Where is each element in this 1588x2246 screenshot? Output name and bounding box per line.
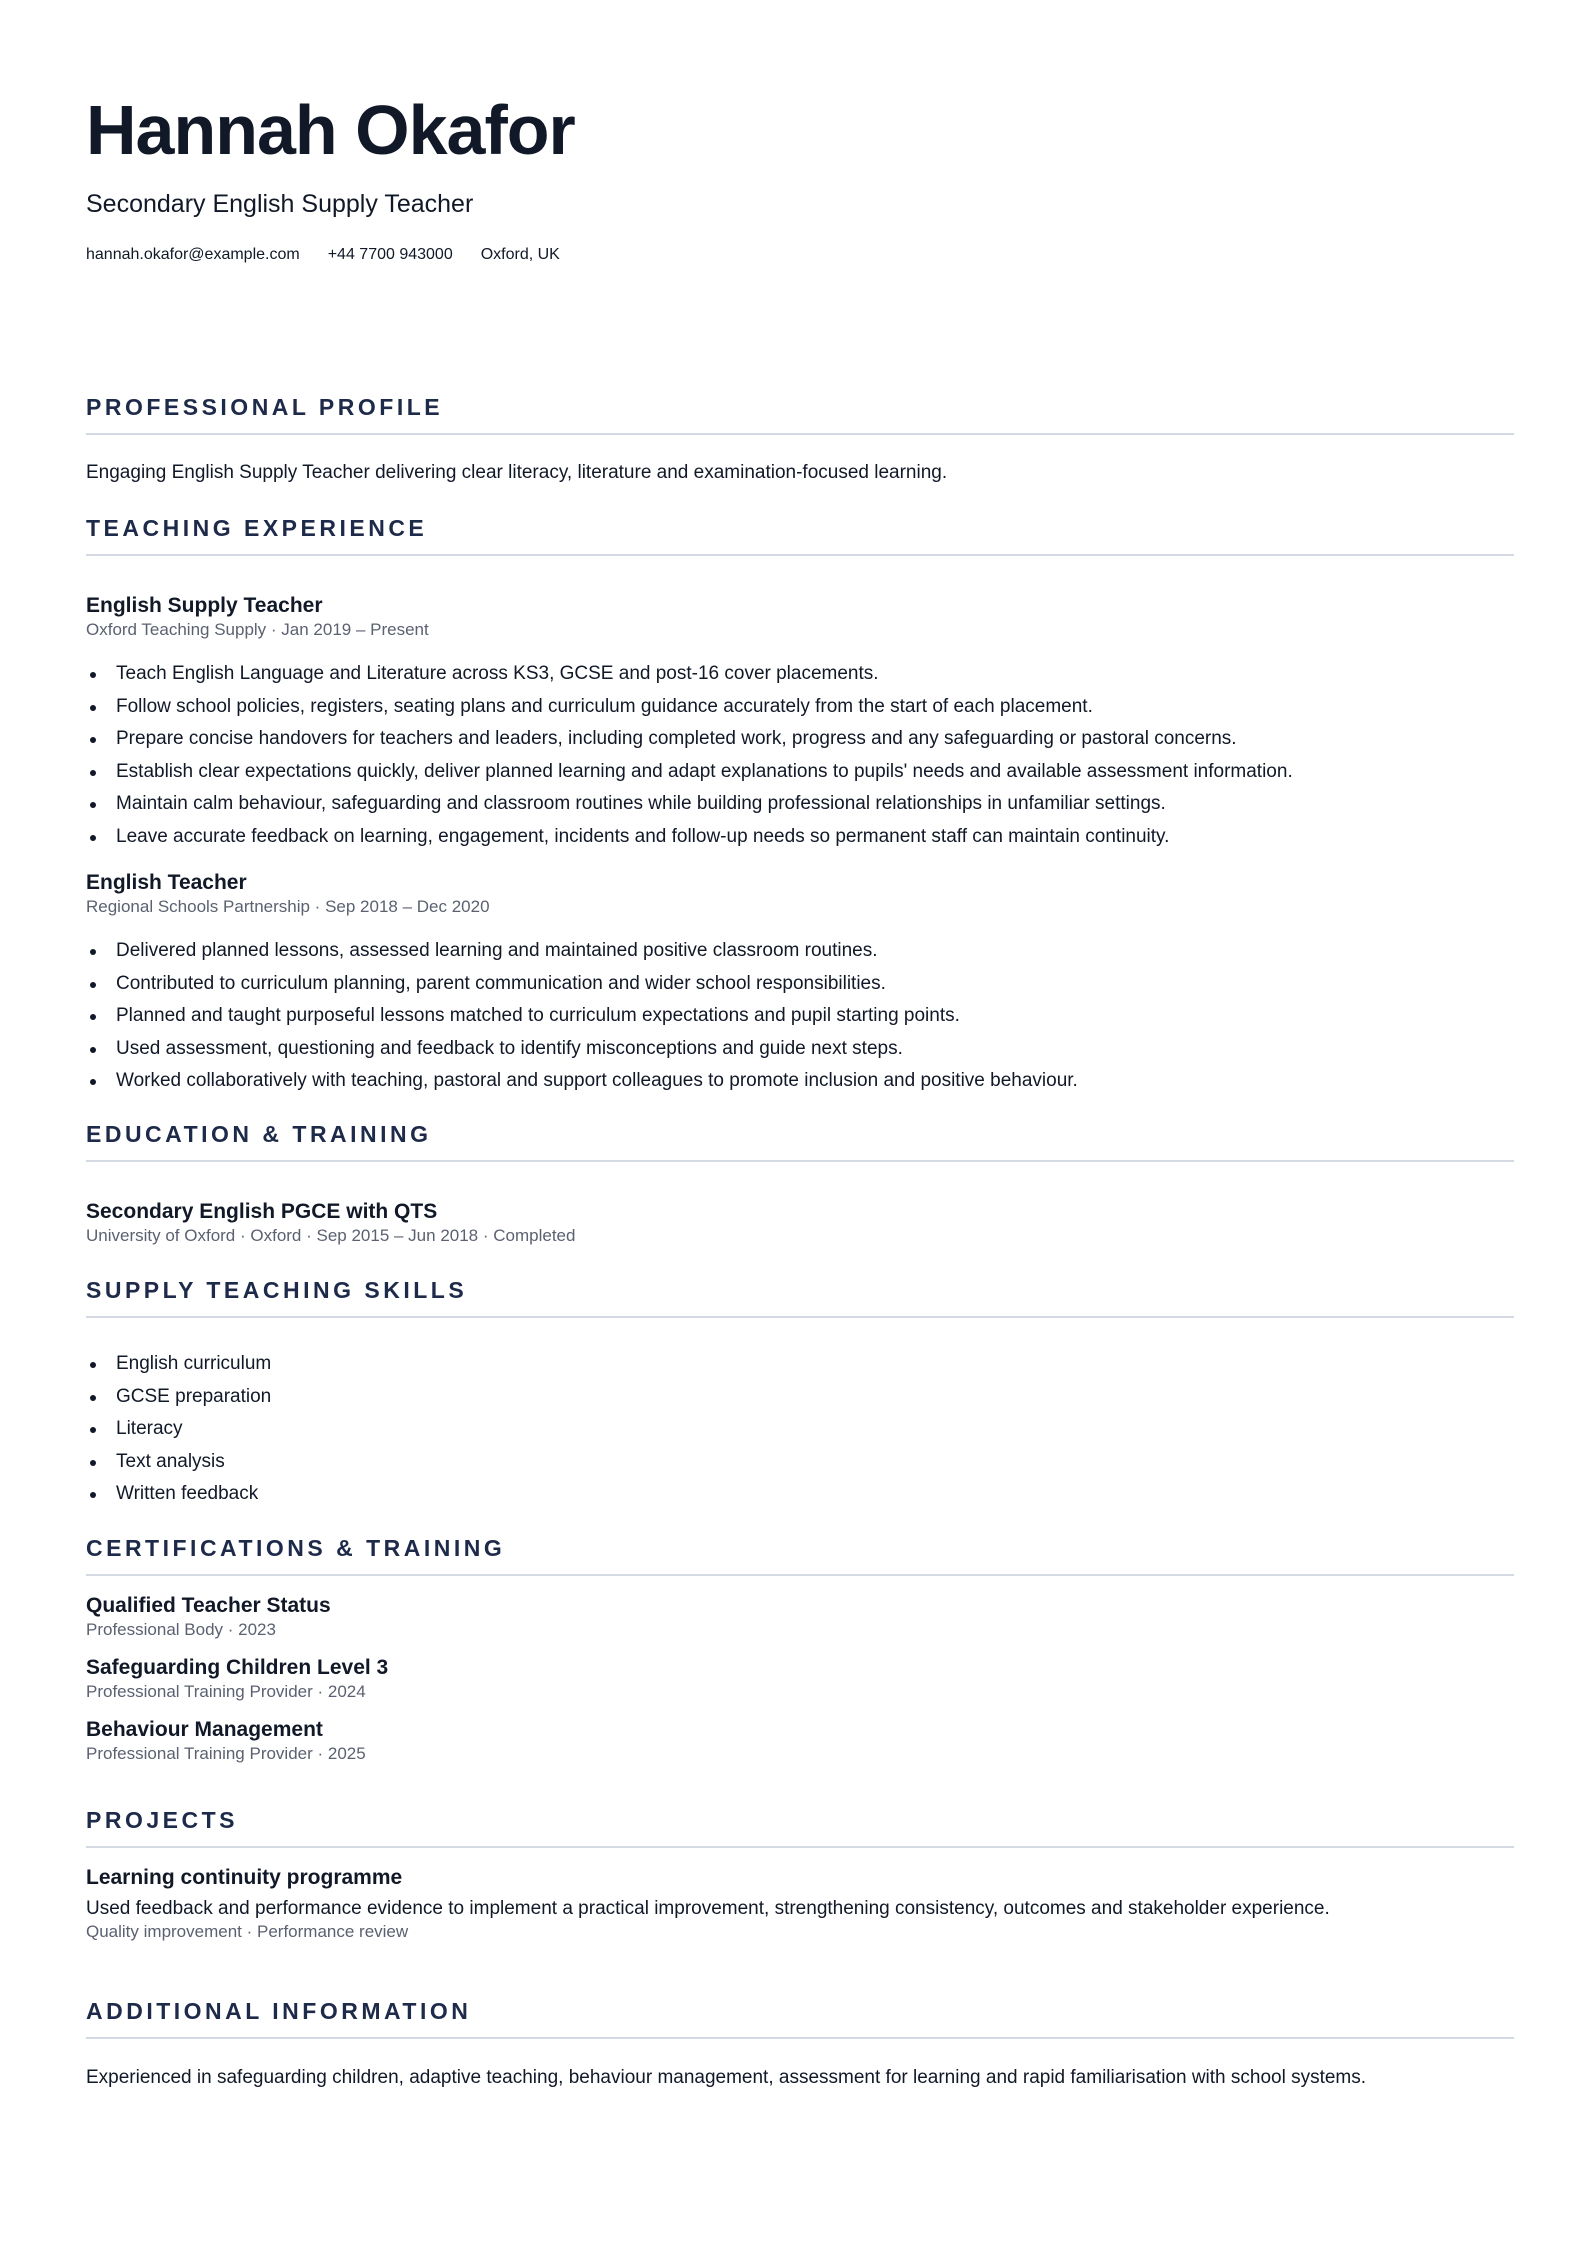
job-meta: Oxford Teaching Supply · Jan 2019 – Present <box>86 620 429 639</box>
additional-text: Experienced in safeguarding children, adaptive teaching, behaviour management, assessment for learning and rapid familiarisation with school systems. <box>86 2067 1367 2088</box>
section-divider <box>86 1160 1514 1162</box>
profile-text: Engaging English Supply Teacher delivering clear literacy, literature and examination-focused learning. <box>86 462 948 483</box>
list-item: Used assessment, questioning and feedback to identify misconceptions and guide next steps. <box>116 1033 1544 1066</box>
job-title: English Supply Teacher <box>86 594 323 617</box>
section-title: PROJECTS <box>86 1807 238 1833</box>
certification-meta: Professional Body · 2023 <box>86 1620 276 1639</box>
project-entry <box>86 1866 1514 1942</box>
list-item: Worked collaboratively with teaching, pastoral and support colleagues to promote inclusion and positive behaviour. <box>116 1065 1544 1098</box>
certification-title: Qualified Teacher Status <box>86 1594 331 1617</box>
project-description: Used feedback and performance evidence to implement a practical improvement, strengthening consistency, outcomes and stakeholder experience. <box>86 1898 1330 1919</box>
certification-meta: Professional Training Provider · 2024 <box>86 1682 366 1701</box>
education-entry <box>86 1200 1514 1246</box>
degree-meta: University of Oxford · Oxford · Sep 2015 – Jun 2018 · Completed <box>86 1226 576 1245</box>
list-item: Contributed to curriculum planning, parent communication and wider school responsibilities. <box>116 968 1544 1001</box>
job-entry <box>86 594 1514 640</box>
email-link[interactable]: hannah.okafor@example.com <box>86 246 300 263</box>
section-title: CERTIFICATIONS & TRAINING <box>86 1535 506 1561</box>
section-skills <box>86 1277 1514 1318</box>
section-divider <box>86 1316 1514 1318</box>
phone-number: +44 7700 943000 <box>327 246 453 263</box>
section-divider <box>86 2037 1514 2039</box>
certification-entry <box>86 1594 1514 1640</box>
list-item: Teach English Language and Literature across KS3, GCSE and post-16 cover placements. <box>116 658 1544 691</box>
job-bullets <box>86 658 1544 853</box>
certification-entry <box>86 1656 1514 1702</box>
section-profile <box>86 394 1514 435</box>
list-item: Maintain calm behaviour, safeguarding and classroom routines while building professional relationships in unfamiliar settings. <box>116 788 1544 821</box>
list-item: Prepare concise handovers for teachers and leaders, including completed work, progress and any safeguarding or pastoral concerns. <box>116 723 1544 756</box>
list-item: Establish clear expectations quickly, deliver planned learning and adapt explanations to pupils' needs and available assessment information. <box>116 756 1544 789</box>
certification-title: Safeguarding Children Level 3 <box>86 1656 389 1679</box>
location: Oxford, UK <box>480 246 560 263</box>
section-title: SUPPLY TEACHING SKILLS <box>86 1277 468 1303</box>
skill-item: Written feedback <box>116 1478 1544 1511</box>
section-divider <box>86 554 1514 556</box>
candidate-role: Secondary English Supply Teacher <box>86 190 474 218</box>
section-title: ADDITIONAL INFORMATION <box>86 1998 472 2024</box>
certification-meta: Professional Training Provider · 2025 <box>86 1744 366 1763</box>
project-tags: Quality improvement · Performance review <box>86 1922 409 1941</box>
section-additional <box>86 1998 1514 2039</box>
section-divider <box>86 433 1514 435</box>
section-divider <box>86 1846 1514 1848</box>
section-title: EDUCATION & TRAINING <box>86 1121 432 1147</box>
skill-item: GCSE preparation <box>116 1381 1544 1414</box>
certification-entry <box>86 1718 1514 1764</box>
list-item: Delivered planned lessons, assessed learning and maintained positive classroom routines. <box>116 935 1544 968</box>
skill-item: English curriculum <box>116 1348 1544 1381</box>
list-item: Leave accurate feedback on learning, engagement, incidents and follow-up needs so permanent staff can maintain continuity. <box>116 821 1544 854</box>
skill-item: Literacy <box>116 1413 1544 1446</box>
certification-title: Behaviour Management <box>86 1718 323 1741</box>
section-experience <box>86 515 1514 556</box>
skill-item: Text analysis <box>116 1446 1544 1479</box>
section-projects <box>86 1807 1514 1848</box>
contact-info <box>86 246 560 264</box>
job-bullets <box>86 935 1544 1098</box>
list-item: Follow school policies, registers, seating plans and curriculum guidance accurately from the start of each placement. <box>116 691 1544 724</box>
degree-title: Secondary English PGCE with QTS <box>86 1200 438 1223</box>
job-title: English Teacher <box>86 871 247 894</box>
candidate-name: Hannah Okafor <box>86 91 575 169</box>
section-divider <box>86 1574 1514 1576</box>
job-meta: Regional Schools Partnership · Sep 2018 – Dec 2020 <box>86 897 490 916</box>
section-title: PROFESSIONAL PROFILE <box>86 394 444 420</box>
section-title: TEACHING EXPERIENCE <box>86 515 428 541</box>
project-title: Learning continuity programme <box>86 1866 403 1889</box>
list-item: Planned and taught purposeful lessons matched to curriculum expectations and pupil starting points. <box>116 1000 1544 1033</box>
section-certifications <box>86 1535 1514 1576</box>
job-entry <box>86 871 1514 917</box>
section-education <box>86 1121 1514 1162</box>
skills-list <box>86 1348 1544 1511</box>
